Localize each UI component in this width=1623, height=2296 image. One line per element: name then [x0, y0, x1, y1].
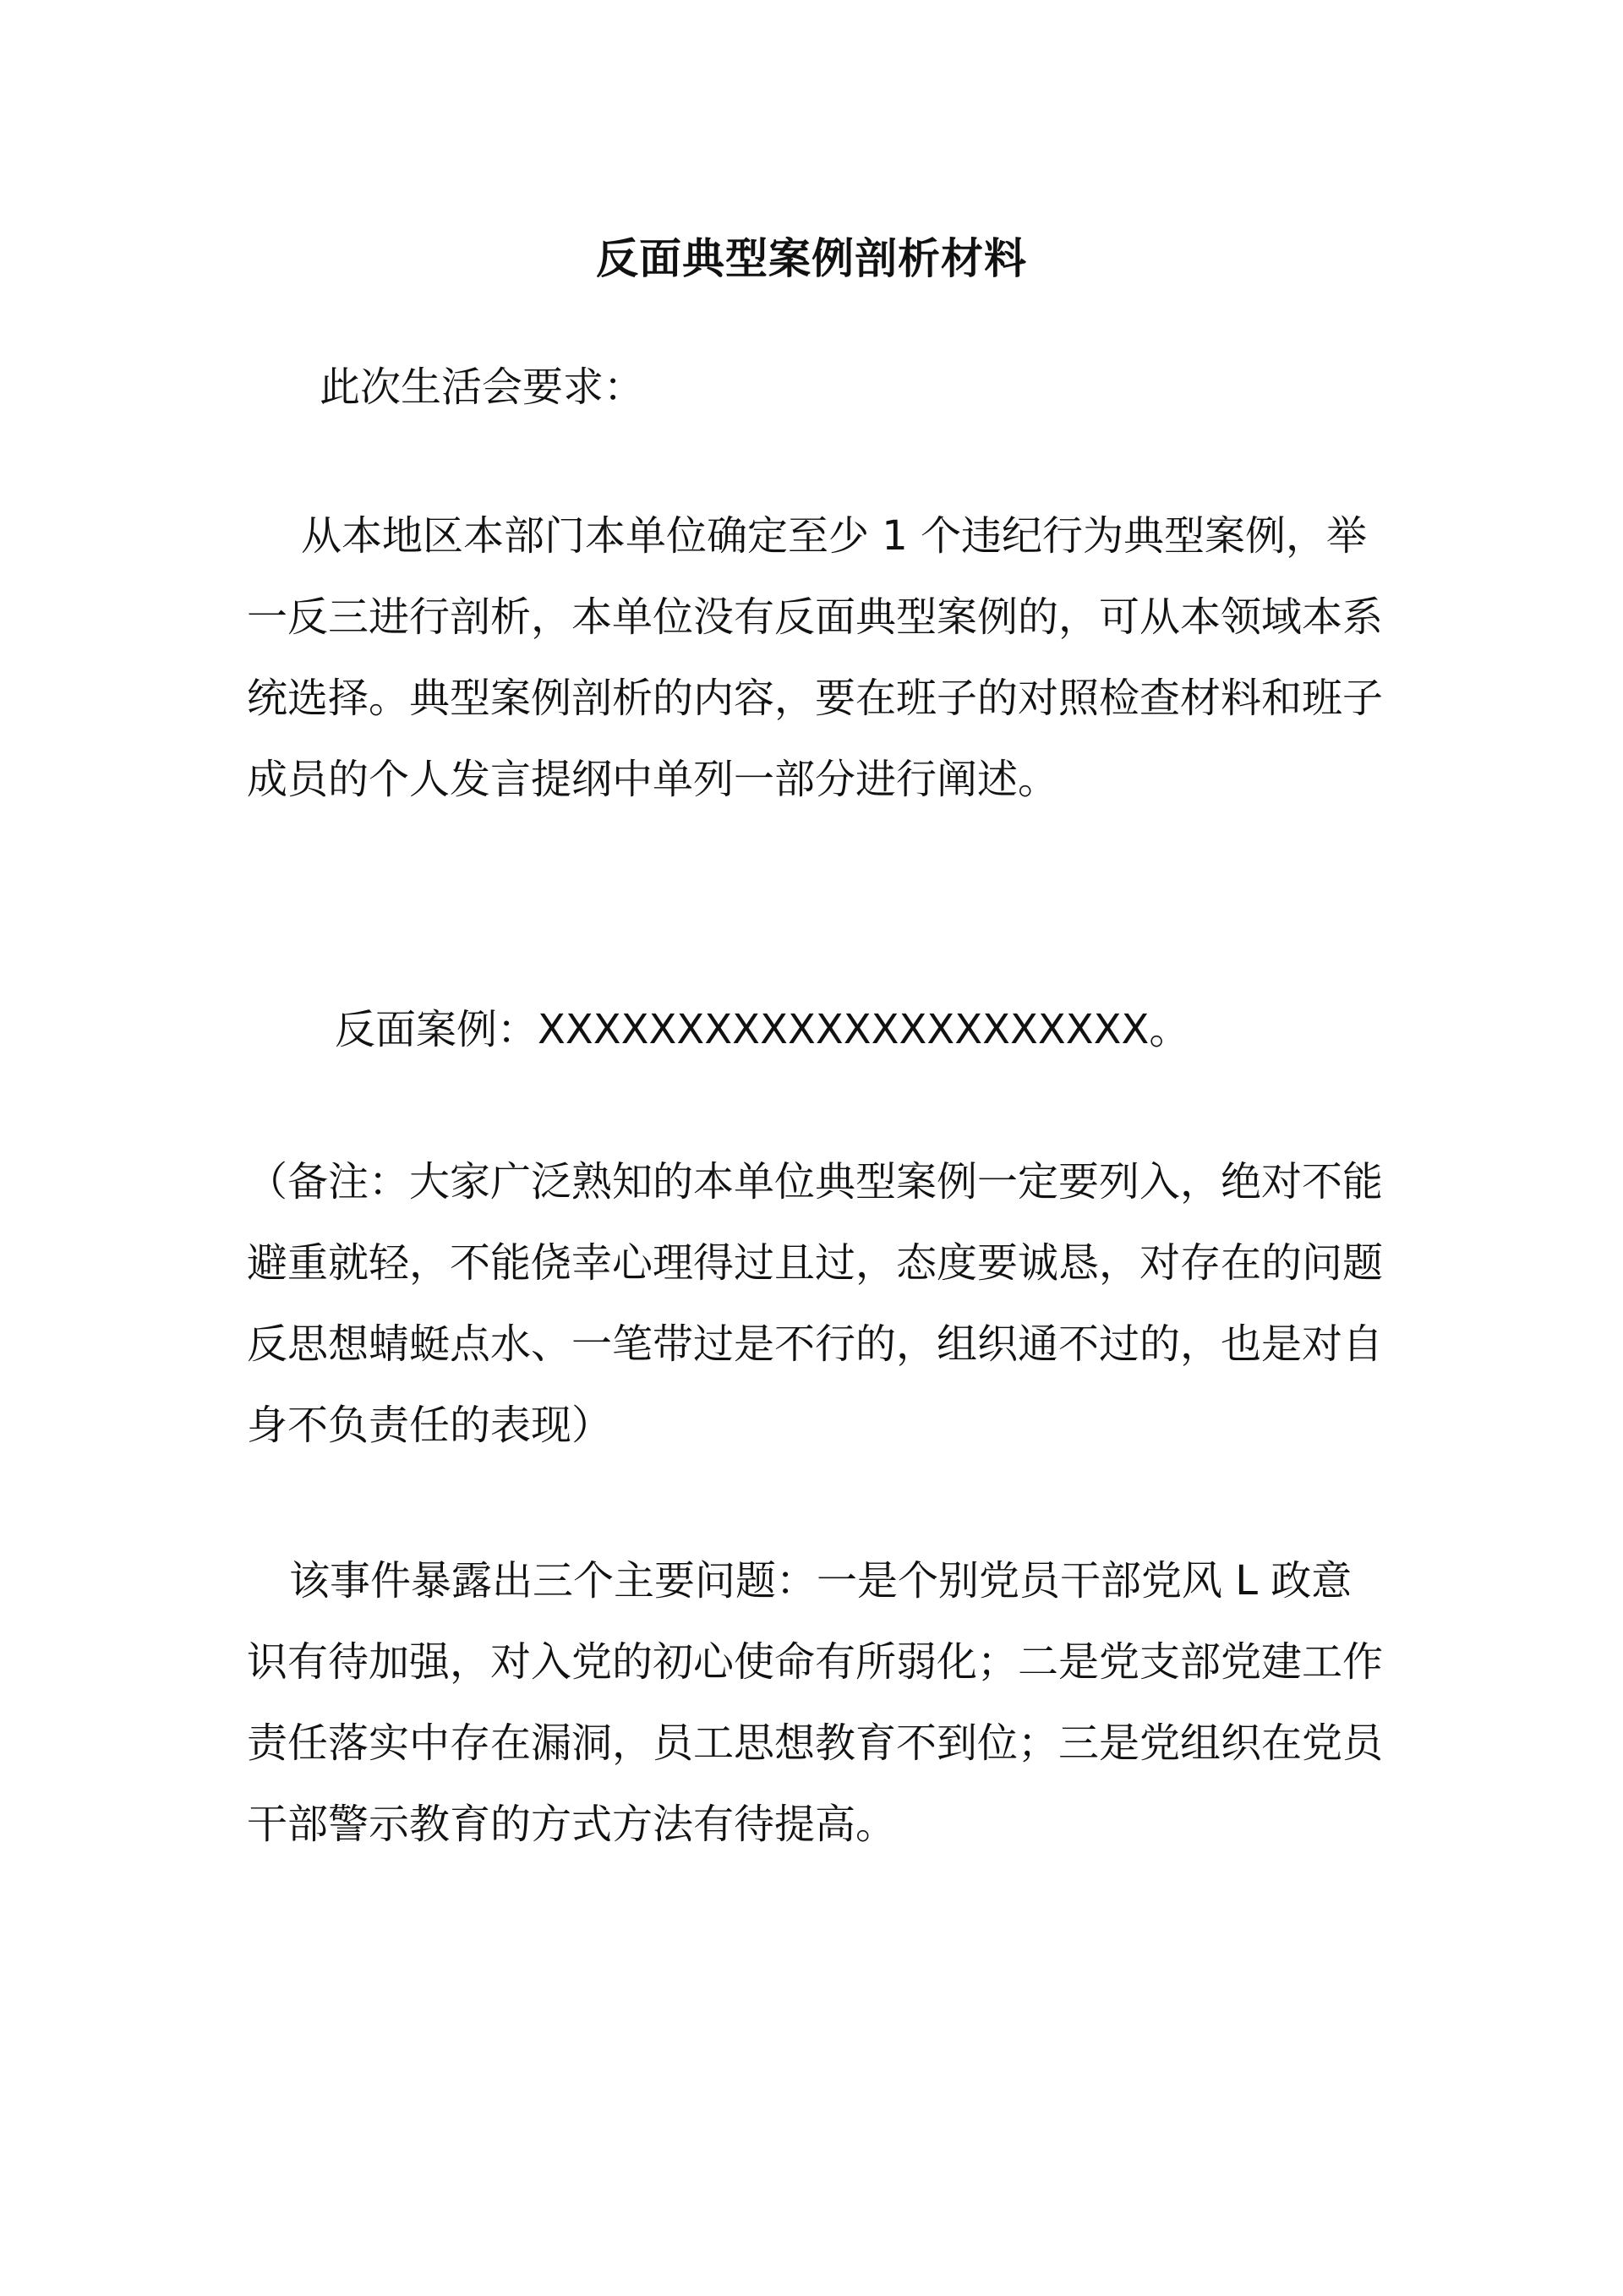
paragraph-note: （备注：大家广泛熟知的本单位典型案例一定要列入，绝对不能避重就轻，不能侥幸心理得过且过，态度要诚恳，对存在的问题反思想蜻蜓点水、一笔带过是不行的，组织通不过的，也是对自身不负责任的表现）	[247, 1158, 1384, 1449]
paragraph-case: 反面案例：XXXXXXXXXXXXXXXXXXXXXX。	[335, 1006, 1190, 1053]
paragraph-intro: 此次生活会要求：	[320, 364, 645, 411]
paragraph-requirement: 从本地区本部门本单位确定至少 1 个违纪行为典型案例，举一反三进行剖析，本单位没有反面典型案例的，可从本领域本系统选择。典型案例剖析的内容，要在班子的对照检查材料和班子成员的个人发言提纲中单列一部分进行阐述。	[247, 512, 1384, 803]
paragraph-issues: 该事件暴露出三个主要问题：一是个别党员干部党风 L 政意识有待加强，对入党的初心使命有所弱化；二是党支部党建工作责任落实中存在漏洞，员工思想教育不到位；三是党组织在党员干部警示教育的方式方法有待提高。	[247, 1557, 1384, 1848]
document-title: 反面典型案例剖析材料	[596, 234, 1027, 283]
